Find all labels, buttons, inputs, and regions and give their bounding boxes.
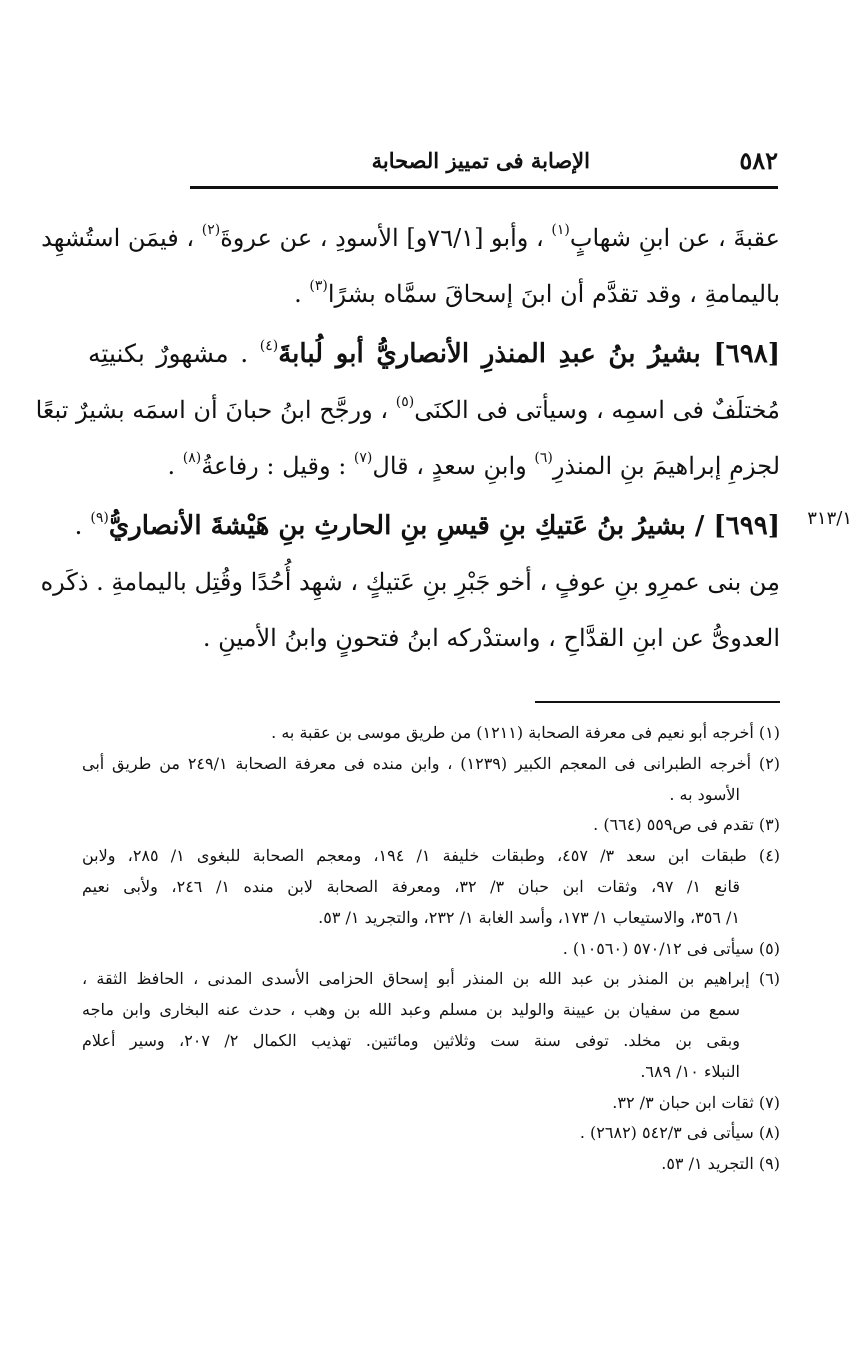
text-span: . (74, 511, 91, 540)
text-line (88, 266, 780, 322)
text-span: ، ورجَّح ابنُ حبانَ أن اسمَه بشيرٌ تبعًا (35, 396, 396, 424)
footnote-line: ١/ ٣٥٦، والاستيعاب ١/ ١٧٣، وأسد الغابة ١/ ٢٣٢، والتجريد ١/ ٥٣. (318, 907, 740, 927)
footnote-1 (82, 718, 780, 749)
footnote-8 (82, 1118, 780, 1149)
text-span: . مشهورٌ بكنيتِه (88, 339, 260, 368)
footnote-ref[interactable]: (٣) (309, 278, 328, 294)
footnote-ref[interactable]: (١) (551, 222, 570, 238)
footnote-ref[interactable]: (٧) (353, 450, 373, 466)
page-number: ٥٨٢ (739, 146, 778, 175)
text-line: العدوىُّ عن ابنِ القدَّاحِ ، واستدْركه ابنُ فتحونٍ وابنُ الأمينِ . (202, 624, 780, 652)
footnote-line: (٤) طبقات ابن سعد ٣/ ٤٥٧، وطبقات خليفة ١/ ١٩٤، ومعجم الصحابة للبغوى ١/ ٢٨٥، ولابن (82, 846, 781, 866)
footnote-line: قانع ١/ ٩٧، وثقات ابن حبان ٣/ ٣٢، ومعرفة الصحابة لابن منده ١/ ٢٤٦، ولأبى نعيم (82, 876, 741, 896)
text-span: ، وأبو [٧٦/١و] الأسودِ ، عن عروةَ (220, 224, 552, 252)
text-span: . (294, 280, 310, 308)
footnote-9 (82, 1149, 780, 1180)
footnote-line: النبلاء ١٠/ ٦٨٩. (640, 1061, 740, 1081)
footnotes (82, 718, 780, 1180)
text-line: مِن بنى عمرِو بنِ عوفٍ ، أخو جَبْرِ بنِ عَتيكٍ ، شهِد أُحُدًا وقُتِل باليمامةِ . ذكَره (40, 568, 780, 596)
footnote-ref[interactable]: (٦) (534, 450, 553, 466)
text-span: : وقيل : رفاعةُ (201, 452, 354, 480)
footnote-line: (١) أخرجه أبو نعيم فى معرفة الصحابة (١٢١١) من طريق موسى بن عقبة به . (271, 723, 780, 742)
footnote-line: (٨) سيأتى فى ٥٤٢/٣ (٢٦٨٢) . (579, 1123, 780, 1143)
text-line (41, 210, 780, 266)
footnote-ref[interactable]: (٨) (182, 450, 202, 466)
footnote-4 (82, 841, 780, 933)
text-line (88, 438, 780, 494)
footnote-line: (٢) أخرجه الطبرانى فى المعجم الكبير (١٢٣٩) ، وابن منده فى معرفة الصحابة ٢٤٩/١ من طريق أبى (82, 753, 781, 773)
footnote-ref[interactable]: (٩) (90, 510, 109, 526)
footnote-6 (82, 964, 780, 1087)
footnote-ref[interactable]: (٤) (259, 338, 279, 354)
main-text (35, 210, 781, 666)
running-title: الإصابة فى تمييز الصحابة (371, 148, 590, 173)
footnote-line: (٦) إبراهيم بن المنذر بن عبد الله بن المنذر أبو إسحاق الحزامى الأسدى المدنى ، الحافظ الثقة ، (82, 969, 781, 989)
footnote-line: الأسود به . (669, 784, 740, 804)
footnote-ref[interactable]: (٢) (201, 222, 221, 238)
footnote-line: سمع من سفيان بن عيينة والوليد بن مسلم وعبد الله بن وهب ، حدث عنه البخارى وابن ماجه (82, 1000, 741, 1020)
footnote-line: (٩) التجريد ١/ ٥٣. (661, 1154, 780, 1174)
footnote-line: (٧) ثقات ابن حبان ٣/ ٣٢. (612, 1092, 780, 1112)
text-span: عقبةَ ، عن ابنِ شهابٍ (569, 224, 780, 252)
text-span: مُختلَفٌ فى اسمِه ، وسيأتى فى الكنَى (414, 396, 780, 424)
text-line (35, 382, 780, 438)
footnote-separator (535, 701, 780, 703)
entry-698 (88, 326, 780, 382)
margin-volume-reference: ٣١٣/١ (807, 508, 852, 529)
text-span: . (167, 452, 183, 480)
footnote-7 (82, 1088, 780, 1119)
footnote-3 (82, 810, 780, 841)
header-rule (190, 186, 778, 189)
footnote-5 (82, 934, 780, 965)
footnote-line: (٣) تقدم فى ص٥٥٩ (٦٦٤) . (593, 815, 780, 835)
text-span: ، فيمَن استُشهِد (41, 224, 202, 252)
text-span: لجزمِ إبراهيمَ بنِ المنذرِ (552, 452, 780, 480)
footnote-line: (٥) سيأتى فى ٥٧٠/١٢ (١٠٥٦٠) . (562, 938, 780, 958)
footnote-2 (82, 749, 780, 811)
footnote-line: وبقى بن مخلد. توفى سنة ست وثلاثين ومائتين. تهذيب الكمال ٢/ ٢٠٧، وسير أعلام (82, 1030, 740, 1050)
entry-heading: [٦٩٨] بشيرُ بنُ عبدِ المنذرِ الأنصاريُّ أبو لُبابةَ (278, 339, 781, 369)
footnote-ref[interactable]: (٥) (395, 394, 415, 410)
page-header (190, 142, 778, 182)
entry-699 (74, 498, 780, 554)
text-span: وابنِ سعدٍ ، قال (372, 452, 535, 480)
entry-heading: [٦٩٩] / بشيرُ بنُ عَتيكِ بنِ قيسِ بنِ الحارثِ بنِ هَيْشةَ الأنصاريُّ (108, 511, 780, 541)
text-span: باليمامةِ ، وقد تقدَّم أن ابنَ إسحاقَ سمَّاه بشرًا (327, 280, 780, 308)
